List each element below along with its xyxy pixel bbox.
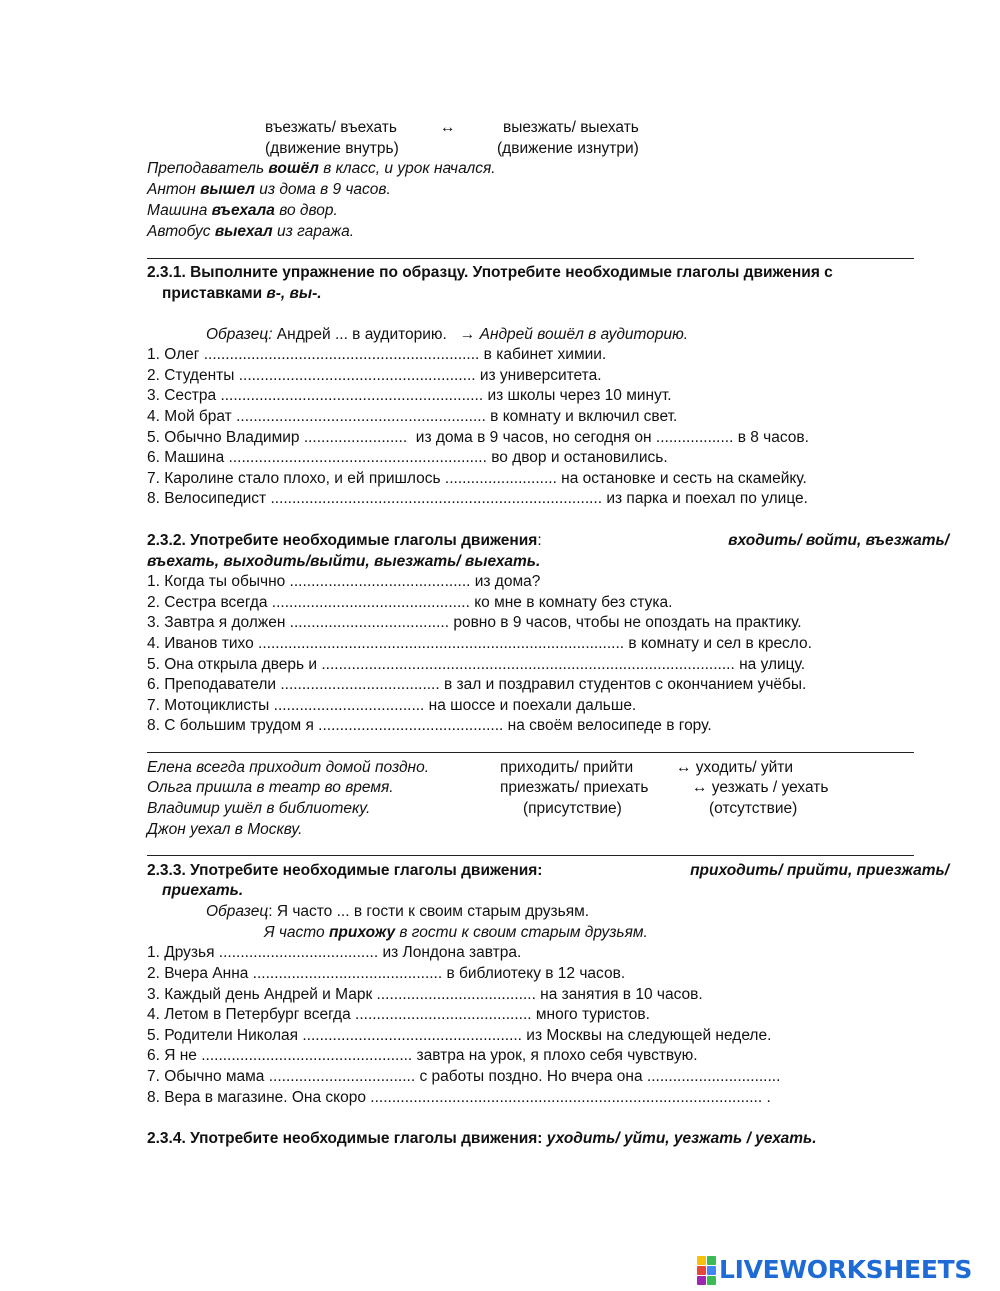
exercise-232-item: 7. Мотоциклисты ................................... на шоссе и поехали дальше. — [147, 697, 637, 714]
exercise-231-item: 3. Сестра ............................................................. из школы через 10 минут. — [147, 387, 672, 404]
intro-example: Машина въехала во двор. — [147, 202, 338, 219]
divider — [147, 258, 914, 259]
exercise-231-item: 5. Обычно Владимир ........................ из дома в 9 часов, но сегодня он .................. в 8 часов. — [147, 429, 809, 446]
exercise-233-sample: Образец: Я часто ... в гости к своим старым друзьям. — [206, 903, 590, 920]
mid-example: Владимир ушёл в библиотеку. — [147, 800, 371, 817]
note-out: (движение изнутри) — [497, 140, 639, 157]
exercise-231-sample: Образец: Андрей ... в аудиторию. → Андрей вошёл в аудиторию. — [206, 326, 689, 343]
exercise-232-item: 2. Сестра всегда .............................................. ко мне в комнату без стука. — [147, 594, 673, 611]
exercise-232-item: 8. С большим трудом я ........................................... на своём велосипеде в гору. — [147, 717, 712, 734]
intro-example: Преподаватель вошёл в класс, и урок начался. — [147, 160, 496, 177]
verb-pair-depart: ↔ уезжать / уехать — [692, 779, 829, 796]
intro-example: Антон вышел из дома в 9 часов. — [147, 181, 391, 198]
logo-text: LIVEWORKSHEETS — [719, 1255, 973, 1284]
verb-pair-in: въезжать/ въехать — [265, 119, 397, 136]
exercise-231-heading: 2.3.1. Выполните упражнение по образцу. Употребите необходимые глаголы движения с — [147, 264, 833, 281]
liveworksheets-logo-icon — [697, 1256, 716, 1285]
exercise-233-item: 2. Вчера Анна ............................................ в библиотеку в 12 часов. — [147, 965, 626, 982]
exercise-233-item: 5. Родители Николая ................................................... из Москвы на следующей неделе. — [147, 1027, 772, 1044]
exercise-232-item: 3. Завтра я должен ..................................... ровно в 9 часов, чтобы не опоздать на практику. — [147, 614, 802, 631]
verb-pair-leave: ↔ уходить/ уйти — [676, 759, 794, 776]
exercise-232-item: 4. Иванов тихо ..................................................................................... в комнату и сел в кресло. — [147, 635, 812, 652]
mid-example: Джон уехал в Москву. — [147, 821, 303, 838]
mid-example: Елена всегда приходит домой поздно. — [147, 759, 430, 776]
exercise-232-item: 6. Преподаватели ..................................... в зал и поздравил студентов с окончанием учёбы. — [147, 676, 807, 693]
verb-pair-out: выезжать/ выехать — [503, 119, 639, 136]
exercise-234-heading: 2.3.4. Употребите необходимые глаголы движения: уходить/ уйти, уезжать / уехать. — [147, 1130, 817, 1147]
exercise-233-item: 8. Вера в магазине. Она скоро ........................................................................................... . — [147, 1089, 771, 1106]
exercise-231-item: 7. Каролине стало плохо, и ей пришлось .......................... на остановке и сесть на скамейку. — [147, 470, 807, 487]
exercise-233-heading-cont: приехать. — [162, 882, 244, 899]
exercise-232-item: 5. Она открыла дверь и ................................................................................................ на улицу. — [147, 656, 806, 673]
exercise-231-item: 4. Мой брат .......................................................... в комнату и включил свет. — [147, 408, 678, 425]
divider — [147, 855, 914, 856]
verb-pair-come: приходить/ прийти — [500, 759, 634, 776]
exercise-233-item: 4. Летом в Петербург всегда ......................................... много туристов. — [147, 1006, 650, 1023]
divider — [147, 752, 914, 753]
exercise-231-item: 8. Велосипедист ............................................................................. из парка и поехал по улице. — [147, 490, 808, 507]
exercise-233-item: 6. Я не ................................................. завтра на урок, я плохо себя чувствую. — [147, 1047, 698, 1064]
note-absence: (отсутствие) — [709, 800, 798, 817]
liveworksheets-logo[interactable] — [697, 1255, 972, 1285]
exercise-233-item: 3. Каждый день Андрей и Марк ..................................... на занятия в 10 часов. — [147, 986, 703, 1003]
exercise-232-item: 1. Когда ты обычно .......................................... из дома? — [147, 573, 541, 590]
exercise-232-heading-cont: въехать, выходить/выйти, выезжать/ выехать. — [147, 553, 541, 570]
exercise-231-item: 2. Студенты ....................................................... из университета. — [147, 367, 602, 384]
exercise-232-heading: 2.3.2. Употребите необходимые глаголы движения: входить/ войти, въезжать/ — [147, 532, 949, 549]
note-presence: (присутствие) — [523, 800, 622, 817]
exercise-231-item: 6. Машина ............................................................ во двор и остановились. — [147, 449, 668, 466]
exercise-233-sample-answer: Я часто прихожу в гости к своим старым друзьям. — [264, 924, 648, 941]
exercise-231-item: 1. Олег ................................................................ в кабинет химии. — [147, 346, 607, 363]
exercise-231-heading-cont: приставками в-, вы-. — [162, 285, 322, 302]
exercise-233-item: 1. Друзья ..................................... из Лондона завтра. — [147, 944, 522, 961]
mid-example: Ольга пришла в театр во время. — [147, 779, 394, 796]
verb-pair-arrive: приезжать/ приехать — [500, 779, 649, 796]
arrow-icon: ↔ — [440, 119, 456, 136]
exercise-233-heading: 2.3.3. Употребите необходимые глаголы движения: приходить/ прийти, приезжать/ — [147, 862, 949, 879]
note-in: (движение внутрь) — [265, 140, 399, 157]
exercise-233-item: 7. Обычно мама .................................. с работы поздно. Но вчера она ............................... — [147, 1068, 781, 1085]
intro-example: Автобус выехал из гаража. — [147, 223, 355, 240]
